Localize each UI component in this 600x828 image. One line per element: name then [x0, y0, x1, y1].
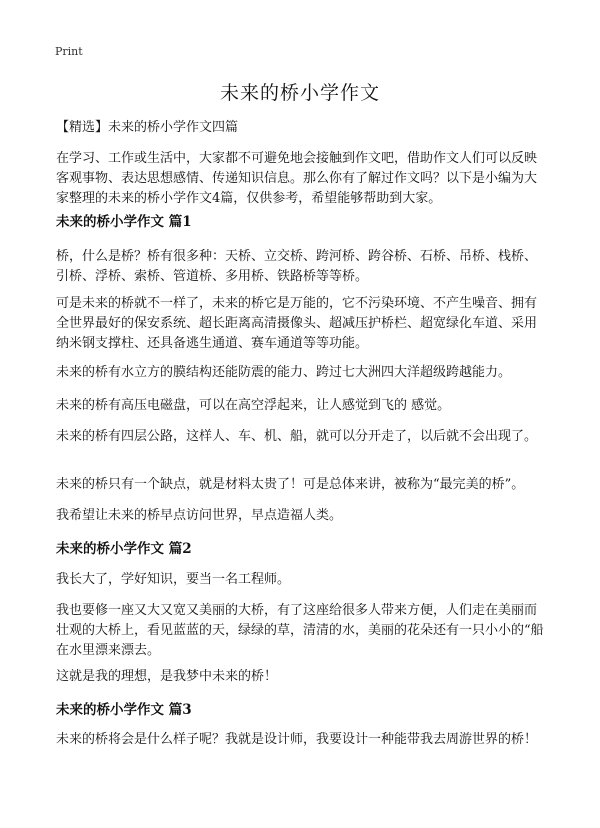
- paragraph: 桥，什么是桥？桥有很多种：天桥、立交桥、跨河桥、跨谷桥、石桥、吊桥、栈桥、引桥、浮桥、索桥、管道桥、多用桥、铁路桥等等桥。: [56, 249, 538, 284]
- paragraph: 我希望让未来的桥早点访问世界，早点造福人类。: [56, 508, 343, 523]
- subtitle: 【精选】未来的桥小学作文四篇: [56, 120, 239, 135]
- section-heading-1: 未来的桥小学作文 篇1: [56, 214, 192, 230]
- paragraph: 可是未来的桥就不一样了，未来的桥它是万能的，它不污染环境、不产生噪音、拥有全世界最好的保安系统、超长距离高清摄像头、超减压护桥栏、超宽绿化车道、采用纳米钢支撑柱、还具备逃生通道、赛车通道等等功能。: [56, 296, 538, 351]
- print-label: Print: [55, 45, 83, 58]
- paragraph: 未来的桥有四层公路，这样人、车、机、船，就可以分开走了，以后就不会出现了。: [56, 429, 538, 444]
- section-heading-3: 未来的桥小学作文 篇3: [56, 702, 192, 718]
- intro-paragraph: 在学习、工作或生活中，大家都不可避免地会接触到作文吧，借助作文人们可以反映客观事物、表达思想感情、传递知识信息。那么你有了解过作文吗？以下是小编为大家整理的未来的桥小学作文4篇，仅供参考，希望能够帮助到大家。: [56, 151, 538, 206]
- paragraph: 我长大了，学好知识，要当一名工程师。: [56, 572, 291, 587]
- paragraph: 未来的桥有高压电磁盘，可以在高空浮起来，让人感觉到飞的 感觉。: [56, 398, 451, 413]
- paragraph: 这就是我的理想，是我梦中未来的桥！: [56, 669, 278, 684]
- paragraph: 我也要修一座又大又宽又美丽的大桥，有了这座给很多人带来方便，人们走在美丽而壮观的大桥上，看见蓝蓝的天，绿绿的草，清清的水，美丽的花朵还有一只小小的“船在水里漂来漂去。: [56, 603, 544, 658]
- page-title: 未来的桥小学作文: [219, 82, 380, 104]
- paragraph: 未来的桥将会是什么样子呢？我就是设计师，我要设计一种能带我去周游世界的桥！: [56, 732, 538, 747]
- paragraph: 未来的桥有水立方的膜结构还能防震的能力、跨过七大洲四大洋超级跨越能力。: [56, 365, 512, 380]
- paragraph: 未来的桥只有一个缺点，就是材料太贵了！可是总体来讲，被称为“最完美的桥”。: [56, 477, 525, 492]
- section-heading-2: 未来的桥小学作文 篇2: [56, 541, 192, 557]
